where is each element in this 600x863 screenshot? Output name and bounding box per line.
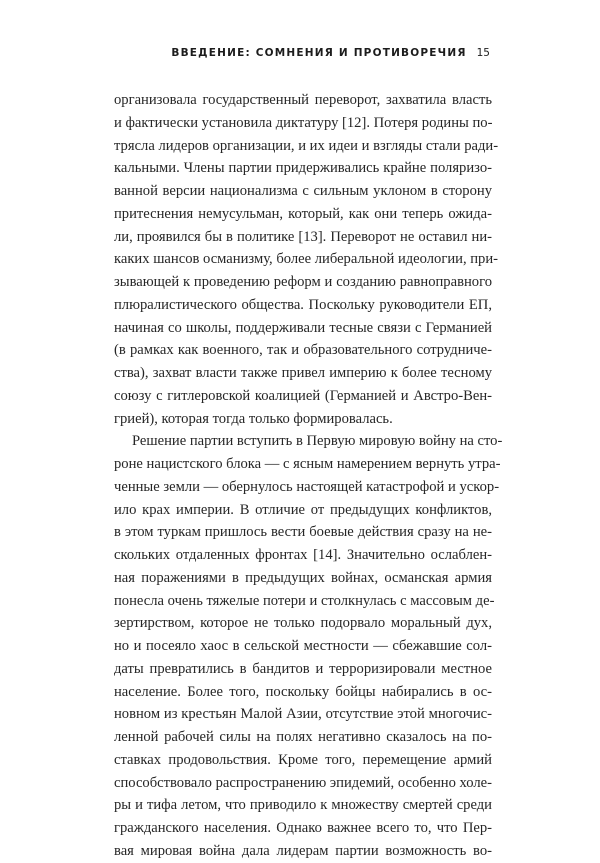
text-line: в этом туркам пришлось вести боевые действия сразу на не- [114,524,492,541]
text-line: зертирством, которое не только подорвало моральный дух, [114,615,492,632]
text-line: ченные земли — обернулось настоящей катастрофой и ускор- [114,478,500,495]
text-line: (в рамках как военного, так и образовательного сотрудниче- [114,342,492,359]
text-line: новном из крестьян Малой Азии, отсутствие этой многочис- [114,706,492,723]
text-line: способствовало распространению эпидемий, особенно холе- [114,774,493,791]
text-line: организовала государственный переворот, захватила власть [114,92,492,108]
text-line: даты превратились в бандитов и терроризировали местное [114,660,492,677]
text-line: ставках продовольствия. Кроме того, перемещение армий [114,751,492,768]
paragraph-1 [114,89,499,430]
text-line: Решение партии вступить в Первую мировую войну на сто- [132,433,503,450]
text-line: зывающей к проведению реформ и созданию равноправного [114,274,492,290]
text-line: начиная со школы, поддерживали тесные связи с Германией [114,319,492,336]
text-line: и фактически установила диктатуру [12]. Потеря родины по- [114,114,493,131]
text-line: каких шансов османизму, более либеральной идеологии, при- [114,251,499,268]
text-line: ило крах империи. В отличие от предыдущих конфликтов, [114,501,492,518]
text-line: притеснения немусульман, который, как они теперь ожида- [114,205,492,222]
text-line: гражданского населения. Однако важнее всего то, что Пер- [114,820,492,836]
text-line: ства), захват власти также привел империю к более тесному [114,365,492,381]
text-line: ры и тифа летом, что приводило к множеству смертей среди [114,797,492,814]
text-line: скольких отдаленных фронтах [14]. Значительно ослаблен- [114,547,492,563]
text-line: плюралистического общества. Поскольку руководители ЕП, [114,296,492,313]
text-line: ли, проявился бы в политике [13]. Переворот не оставил ни- [114,228,492,245]
text-line: грией), которая тогда только формировалась. [114,410,393,427]
text-line: ная поражениями в предыдущих войнах, османская армия [114,569,492,586]
page-number: 15 [476,47,490,59]
paragraph-2 [114,430,503,862]
running-header [171,47,490,59]
text-line: кальными. Члены партии придерживались крайне поляризо- [114,160,492,177]
chapter-title: ВВЕДЕНИЕ: СОМНЕНИЯ И ПРОТИВОРЕЧИЯ [171,47,467,59]
text-line: ванной версии национализма с сильным уклоном в сторону [114,183,492,199]
text-line: трясла лидеров организации, и их идеи и взгляды стали ради- [114,137,499,154]
text-line: вая мировая война дала лидерам партии возможность во- [114,842,492,859]
text-line: роне нацистского блока — с ясным намерением вернуть утра- [114,456,501,472]
text-line: ленной рабочей силы на полях негативно сказалось на по- [114,729,492,745]
body-text [114,89,503,863]
text-line: понесла очень тяжелые потери и столкнулась с массовым де- [114,592,495,609]
text-line: союзу с гитлеровской коалицией (Германией и Австро-Вен- [114,387,492,404]
text-line: но и посеяло хаос в сельской местности — сбежавшие сол- [114,638,492,654]
text-line: население. Более того, поскольку бойцы набирались в ос- [114,683,492,700]
